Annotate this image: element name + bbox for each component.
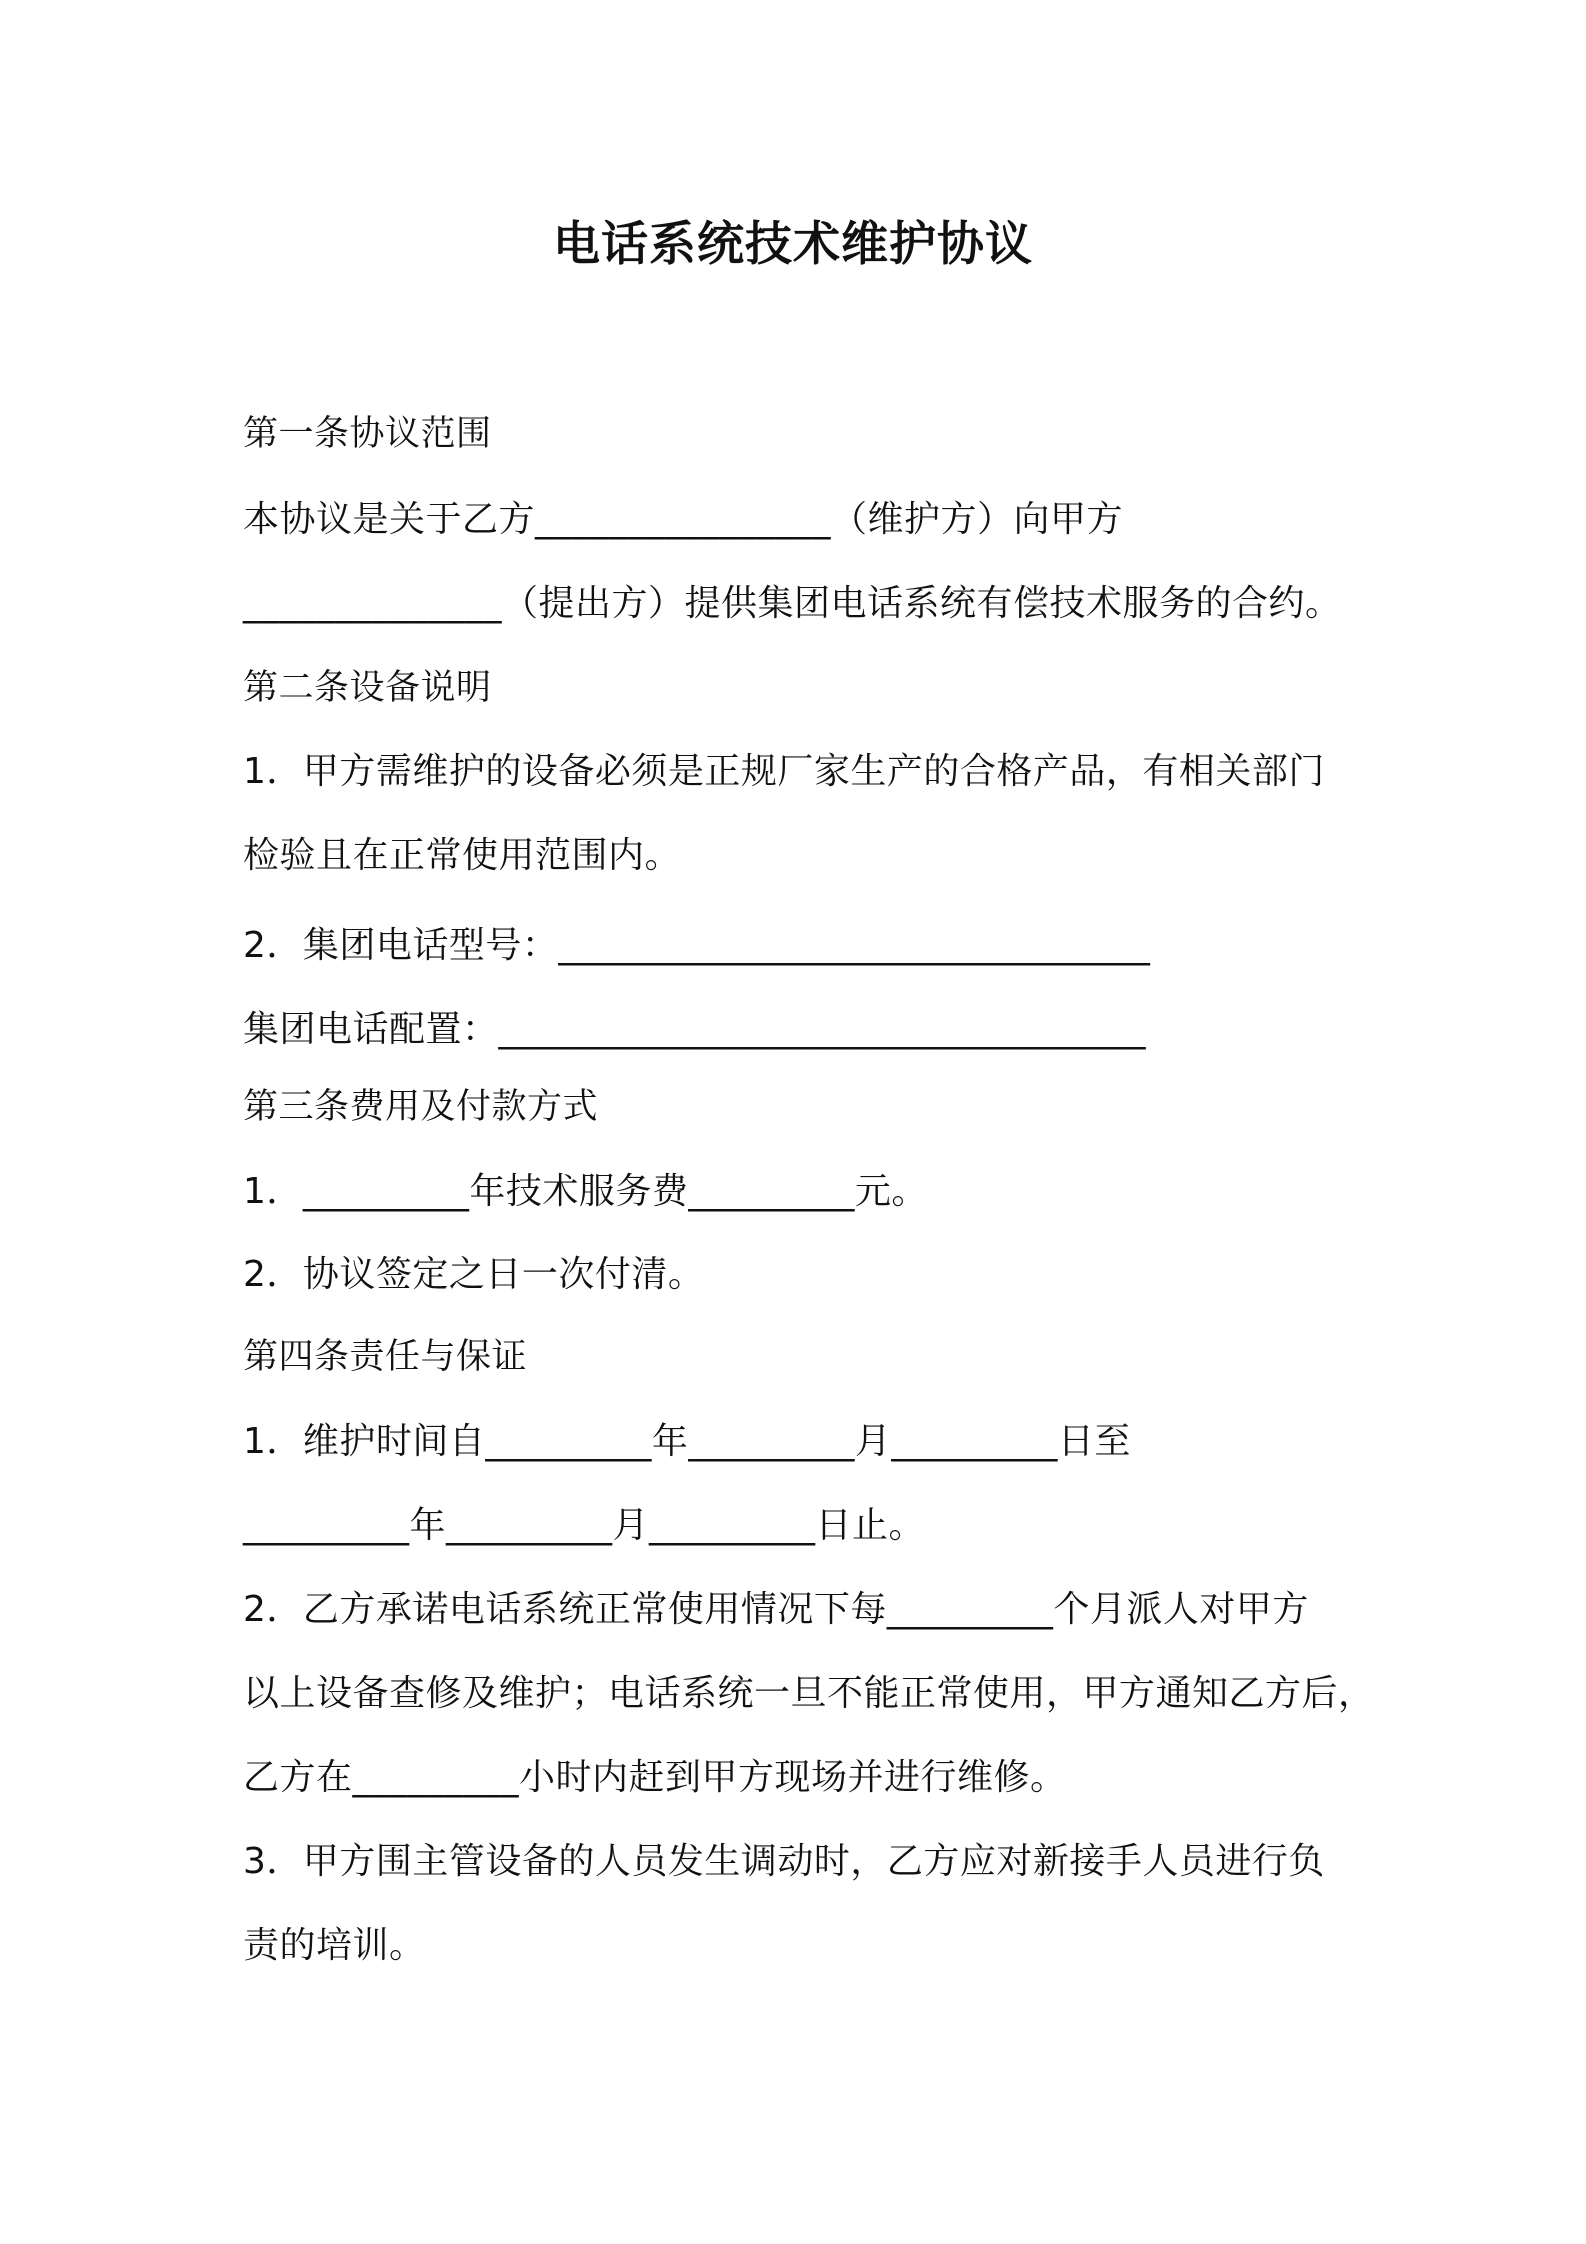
article-1-text-line-1: 本协议是关于乙方________________（维护方）向甲方 <box>243 499 1124 540</box>
article-1-text-line-2: ______________（提出方）提供集团电话系统有偿技术服务的合约。 <box>243 583 1342 624</box>
document-title: 电话系统技术维护协议 <box>553 217 1033 272</box>
article-3-item-1: 1．_________年技术服务费_________元。 <box>243 1171 928 1212</box>
article-4-item-2-line-2: 以上设备查修及维护；电话系统一旦不能正常使用，甲方通知乙方后， <box>243 1673 1375 1714</box>
article-2-item-1-line-1: 1．甲方需维护的设备必须是正规厂家生产的合格产品，有相关部门 <box>243 751 1325 792</box>
article-3-item-2: 2．协议签定之日一次付清。 <box>243 1254 705 1295</box>
article-2-item-2-model: 2．集团电话型号：________________________________ <box>243 925 1151 966</box>
article-4-item-3-line-2: 责的培训。 <box>243 1925 426 1966</box>
article-4-heading: 第四条责任与保证 <box>243 1337 528 1377</box>
article-4-item-1-line-2: _________年_________月_________日止。 <box>243 1505 926 1546</box>
article-4-item-1-line-1: 1．维护时间自_________年_________月_________日至 <box>243 1421 1131 1462</box>
article-2-item-1-line-2: 检验且在正常使用范围内。 <box>243 835 682 876</box>
article-2-item-2-config: 集团电话配置：___________________________________ <box>243 1009 1147 1050</box>
article-4-item-2-line-1: 2．乙方承诺电话系统正常使用情况下每_________个月派人对甲方 <box>243 1589 1309 1630</box>
article-3-heading: 第三条费用及付款方式 <box>243 1087 599 1127</box>
article-1-heading: 第一条协议范围 <box>243 414 492 454</box>
article-4-item-2-line-3: 乙方在_________小时内赶到甲方现场并进行维修。 <box>243 1757 1067 1798</box>
article-4-item-3-line-1: 3．甲方围主管设备的人员发生调动时，乙方应对新接手人员进行负 <box>243 1841 1325 1882</box>
article-2-heading: 第二条设备说明 <box>243 668 492 708</box>
